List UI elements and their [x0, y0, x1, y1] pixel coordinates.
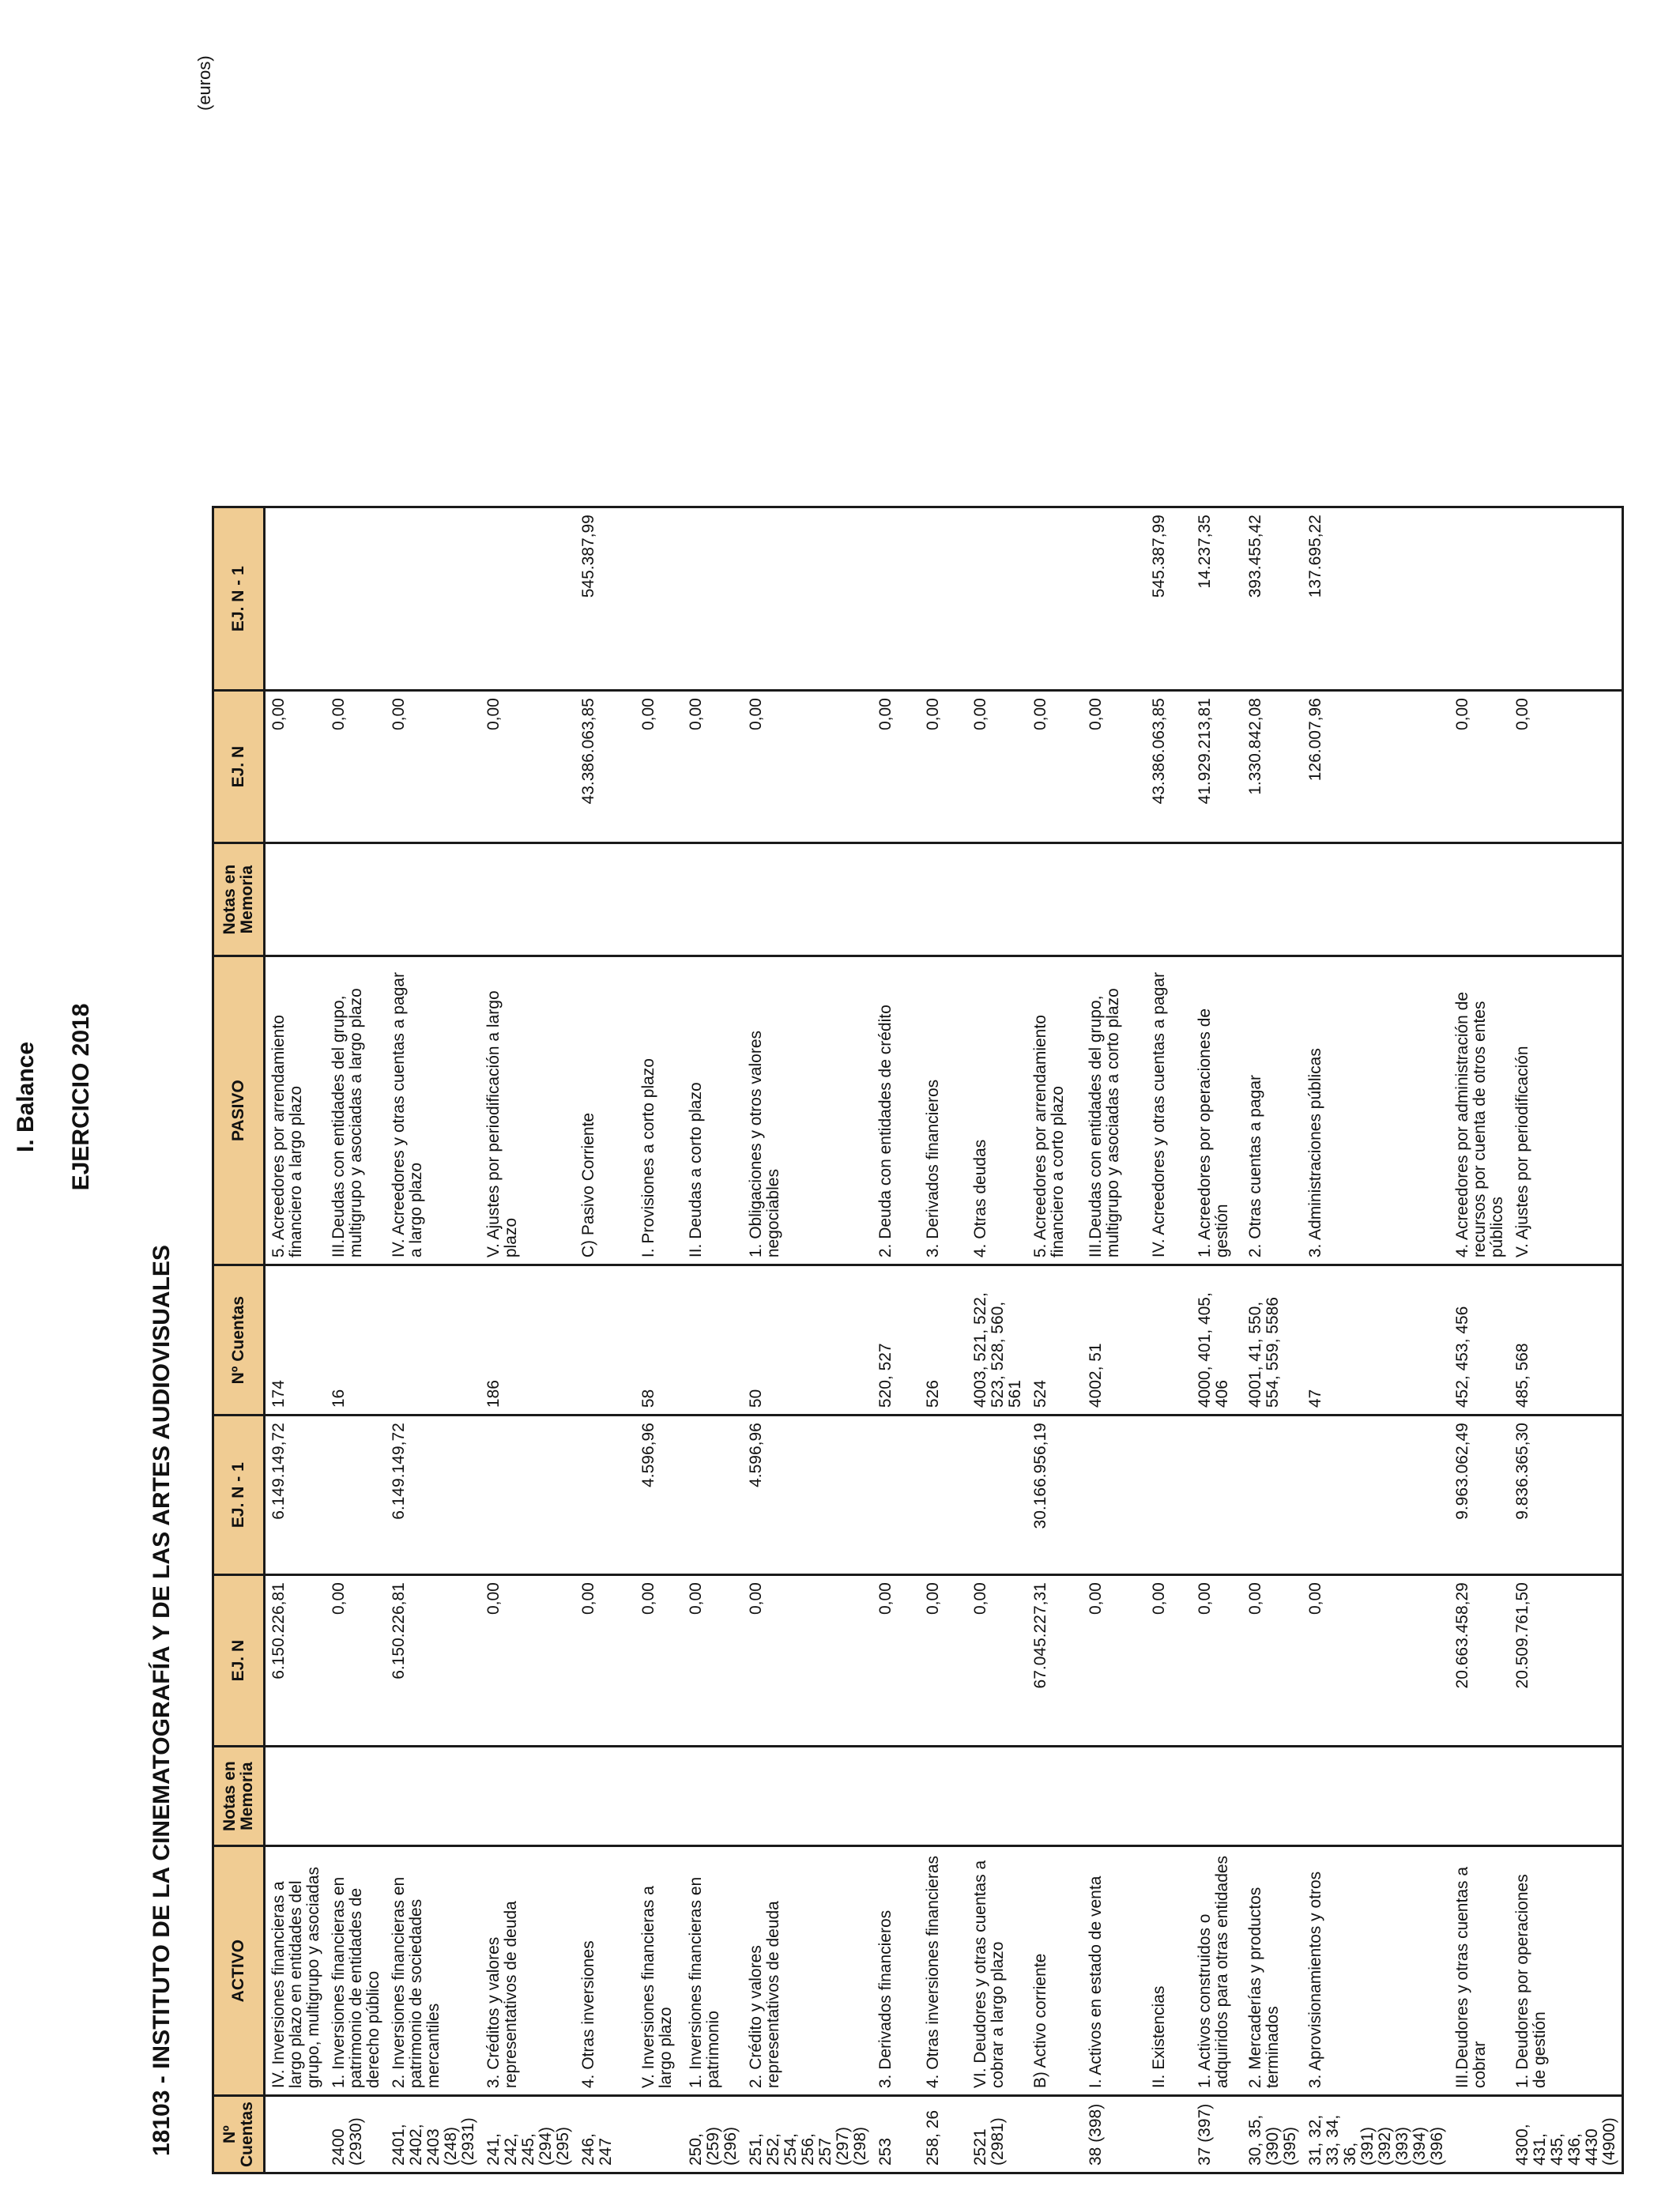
activo-notas-cell — [635, 1747, 683, 1846]
activo-notas-cell — [1242, 1747, 1302, 1846]
pasivo-ej-n-cell: 43.386.063,85 — [1146, 691, 1192, 843]
activo-label-cell: 2. Crédito y valores representativos de deuda — [743, 1846, 872, 2096]
activo-cuentas-cell: 2400 (2930) — [326, 2096, 386, 2173]
activo-notas-cell — [920, 1747, 967, 1846]
pasivo-cuentas-cell — [386, 1265, 480, 1416]
header-activo-notas: Notas en Memoria — [213, 1747, 265, 1846]
pasivo-label-cell: 3. Derivados financieros — [920, 956, 967, 1265]
activo-cuentas-cell: 2401, 2402, 2403 (248) (2931) — [386, 2096, 480, 2173]
pasivo-ej-n1-cell: 137.695,22 — [1302, 507, 1449, 691]
pasivo-ej-n-cell: 0,00 — [635, 691, 683, 843]
pasivo-ej-n1-cell — [1027, 507, 1083, 691]
activo-label-cell: 3. Derivados financieros — [872, 1846, 920, 2096]
activo-label-cell: VI. Deudores y otras cuentas a cobrar a largo plazo — [967, 1846, 1027, 2096]
pasivo-ej-n-cell: 43.386.063,85 — [575, 691, 635, 843]
header-activo-cuentas: Nº Cuentas — [213, 2096, 265, 2173]
pasivo-label-cell: III.Deudas con entidades del grupo, multigrupo y asociadas a largo plazo — [326, 956, 386, 1265]
pasivo-notas-cell — [1449, 843, 1509, 956]
activo-ej-n1-cell: 30.166.956,19 — [1027, 1416, 1083, 1575]
pasivo-ej-n1-cell: 393.455,42 — [1242, 507, 1302, 691]
activo-ej-n-cell: 0,00 — [920, 1575, 967, 1747]
pasivo-label-cell: IV. Acreedores y otras cuentas a pagar a largo plazo — [386, 956, 480, 1265]
pasivo-label-cell: 2. Deuda con entidades de crédito — [872, 956, 920, 1265]
pasivo-label-cell: 5. Acreedores por arrendamiento financiero a largo plazo — [265, 956, 326, 1265]
activo-ej-n-cell: 0,00 — [743, 1575, 872, 1747]
activo-ej-n1-cell: 6.149.149,72 — [386, 1416, 480, 1575]
pasivo-ej-n1-cell — [386, 507, 480, 691]
activo-notas-cell — [480, 1747, 575, 1846]
pasivo-notas-cell — [1027, 843, 1083, 956]
activo-ej-n-cell: 0,00 — [480, 1575, 575, 1747]
pasivo-cuentas-cell: 47 — [1302, 1265, 1449, 1416]
activo-ej-n-cell: 0,00 — [872, 1575, 920, 1747]
activo-notas-cell — [386, 1747, 480, 1846]
pasivo-notas-cell — [265, 843, 326, 956]
table-row — [920, 507, 967, 2173]
pasivo-cuentas-cell: 4001, 41, 550, 554, 559, 5586 — [1242, 1265, 1302, 1416]
activo-ej-n-cell: 6.150.226,81 — [386, 1575, 480, 1747]
pasivo-ej-n1-cell — [265, 507, 326, 691]
activo-notas-cell — [743, 1747, 872, 1846]
table-row — [1509, 507, 1623, 2173]
activo-cuentas-cell: 253 — [872, 2096, 920, 2173]
activo-label-cell: 4. Otras inversiones financieras — [920, 1846, 967, 2096]
pasivo-cuentas-cell: 526 — [920, 1265, 967, 1416]
activo-ej-n-cell: 20.509.761,50 — [1509, 1575, 1623, 1747]
pasivo-label-cell: 3. Administraciones públicas — [1302, 956, 1449, 1265]
activo-notas-cell — [1302, 1747, 1449, 1846]
pasivo-notas-cell — [1083, 843, 1146, 956]
activo-ej-n-cell: 0,00 — [1083, 1575, 1146, 1747]
currency-units: (euros) — [194, 55, 214, 111]
pasivo-ej-n-cell: 0,00 — [1027, 691, 1083, 843]
pasivo-notas-cell — [1302, 843, 1449, 956]
pasivo-label-cell: C) Pasivo Corriente — [575, 956, 635, 1265]
pasivo-label-cell: 4. Acreedores por administración de recursos por cuenta de otros entes públicos — [1449, 956, 1509, 1265]
activo-label-cell: 3. Créditos y valores representativos de deuda — [480, 1846, 575, 2096]
pasivo-cuentas-cell: 520, 527 — [872, 1265, 920, 1416]
pasivo-label-cell: 5. Acreedores por arrendamiento financiero a corto plazo — [1027, 956, 1083, 1265]
pasivo-label-cell: III.Deudas con entidades del grupo, multigrupo y asociadas a corto plazo — [1083, 956, 1146, 1265]
pasivo-ej-n-cell: 0,00 — [743, 691, 872, 843]
pasivo-ej-n-cell: 126.007,96 — [1302, 691, 1449, 843]
activo-ej-n-cell: 0,00 — [683, 1575, 743, 1747]
activo-cuentas-cell: 30, 35, (390) (395) — [1242, 2096, 1302, 2173]
activo-ej-n1-cell — [683, 1416, 743, 1575]
activo-notas-cell — [1146, 1747, 1192, 1846]
activo-ej-n1-cell — [1083, 1416, 1146, 1575]
pasivo-ej-n-cell: 0,00 — [386, 691, 480, 843]
pasivo-cuentas-cell: 485, 568 — [1509, 1265, 1623, 1416]
pasivo-notas-cell — [683, 843, 743, 956]
pasivo-ej-n-cell: 0,00 — [265, 691, 326, 843]
pasivo-ej-n1-cell — [480, 507, 575, 691]
pasivo-cuentas-cell: 4000, 401, 405, 406 — [1192, 1265, 1242, 1416]
pasivo-ej-n1-cell — [967, 507, 1027, 691]
pasivo-ej-n1-cell: 545.387,99 — [1146, 507, 1192, 691]
table-row — [386, 507, 480, 2173]
pasivo-notas-cell — [743, 843, 872, 956]
pasivo-ej-n1-cell — [1449, 507, 1509, 691]
activo-cuentas-cell — [1146, 2096, 1192, 2173]
entity-title: 18103 - INSTITUTO DE LA CINEMATOGRAFÍA Y DE LAS ARTES AUDIOVISUALES — [149, 1245, 175, 2156]
activo-ej-n1-cell: 9.836.365,30 — [1509, 1416, 1623, 1575]
activo-cuentas-cell — [265, 2096, 326, 2173]
pasivo-label-cell: 2. Otras cuentas a pagar — [1242, 956, 1302, 1265]
pasivo-ej-n1-cell — [920, 507, 967, 691]
pasivo-ej-n-cell: 0,00 — [326, 691, 386, 843]
pasivo-cuentas-cell: 58 — [635, 1265, 683, 1416]
table-row — [1302, 507, 1449, 2173]
activo-ej-n-cell: 67.045.227,31 — [1027, 1575, 1083, 1747]
pasivo-label-cell: V. Ajustes por periodificación a largo plazo — [480, 956, 575, 1265]
pasivo-notas-cell — [967, 843, 1027, 956]
pasivo-notas-cell — [575, 843, 635, 956]
pasivo-ej-n-cell: 0,00 — [920, 691, 967, 843]
activo-label-cell: 1. Inversiones financieras en patrimonio de entidades de derecho público — [326, 1846, 386, 2096]
activo-ej-n-cell: 0,00 — [967, 1575, 1027, 1747]
activo-cuentas-cell — [635, 2096, 683, 2173]
activo-notas-cell — [1192, 1747, 1242, 1846]
activo-ej-n-cell: 6.150.226,81 — [265, 1575, 326, 1747]
activo-ej-n1-cell — [575, 1416, 635, 1575]
pasivo-ej-n-cell: 0,00 — [480, 691, 575, 843]
activo-ej-n-cell: 0,00 — [1146, 1575, 1192, 1747]
header-pasivo-ej-n: EJ. N — [213, 691, 265, 843]
pasivo-notas-cell — [872, 843, 920, 956]
pasivo-notas-cell — [1192, 843, 1242, 956]
section-title: I. Balance — [13, 1041, 39, 1153]
activo-cuentas-cell: 250, (259) (296) — [683, 2096, 743, 2173]
pasivo-ej-n1-cell — [683, 507, 743, 691]
activo-notas-cell — [265, 1747, 326, 1846]
pasivo-ej-n-cell: 0,00 — [1449, 691, 1509, 843]
table-row — [265, 507, 326, 2173]
activo-cuentas-cell: 246, 247 — [575, 2096, 635, 2173]
pasivo-notas-cell — [386, 843, 480, 956]
activo-label-cell: 1. Deudores por operaciones de gestión — [1509, 1846, 1623, 2096]
header-activo-ej-n: EJ. N — [213, 1575, 265, 1747]
pasivo-ej-n-cell: 0,00 — [683, 691, 743, 843]
pasivo-ej-n-cell: 0,00 — [967, 691, 1027, 843]
activo-label-cell: 1. Inversiones financieras en patrimonio — [683, 1846, 743, 2096]
pasivo-cuentas-cell: 186 — [480, 1265, 575, 1416]
activo-notas-cell — [1027, 1747, 1083, 1846]
pasivo-cuentas-cell: 4003, 521, 522, 523, 528, 560, 561 — [967, 1265, 1027, 1416]
activo-label-cell: B) Activo corriente — [1027, 1846, 1083, 2096]
pasivo-ej-n1-cell — [1509, 507, 1623, 691]
pasivo-label-cell: 1. Acreedores por operaciones de gestión — [1192, 956, 1242, 1265]
activo-ej-n1-cell: 9.963.062,49 — [1449, 1416, 1509, 1575]
activo-ej-n1-cell — [480, 1416, 575, 1575]
pasivo-cuentas-cell: 4002, 51 — [1083, 1265, 1146, 1416]
activo-cuentas-cell: 38 (398) — [1083, 2096, 1146, 2173]
pasivo-notas-cell — [1146, 843, 1192, 956]
header-activo: ACTIVO — [213, 1846, 265, 2096]
activo-ej-n1-cell — [1242, 1416, 1302, 1575]
pasivo-ej-n-cell: 0,00 — [872, 691, 920, 843]
table-row — [1192, 507, 1242, 2173]
pasivo-ej-n-cell: 1.330.842,08 — [1242, 691, 1302, 843]
activo-label-cell: 4. Otras inversiones — [575, 1846, 635, 2096]
activo-notas-cell — [1509, 1747, 1623, 1846]
pasivo-ej-n-cell: 0,00 — [1509, 691, 1623, 843]
pasivo-cuentas-cell: 50 — [743, 1265, 872, 1416]
pasivo-ej-n1-cell: 545.387,99 — [575, 507, 635, 691]
table-row — [326, 507, 386, 2173]
table-header-row — [213, 507, 265, 2173]
header-pasivo: PASIVO — [213, 956, 265, 1265]
table-row — [575, 507, 635, 2173]
activo-cuentas-cell: 241, 242, 245, (294) (295) — [480, 2096, 575, 2173]
pasivo-notas-cell — [1242, 843, 1302, 956]
header-pasivo-notas: Notas en Memoria — [213, 843, 265, 956]
activo-notas-cell — [683, 1747, 743, 1846]
pasivo-ej-n-cell: 0,00 — [1083, 691, 1146, 843]
pasivo-ej-n1-cell — [326, 507, 386, 691]
pasivo-ej-n-cell: 41.929.213,81 — [1192, 691, 1242, 843]
activo-label-cell: I. Activos en estado de venta — [1083, 1846, 1146, 2096]
activo-ej-n1-cell — [1192, 1416, 1242, 1575]
pasivo-label-cell: I. Provisiones a corto plazo — [635, 956, 683, 1265]
pasivo-label-cell: 1. Obligaciones y otros valores negociables — [743, 956, 872, 1265]
activo-cuentas-cell: 251, 252, 254, 256, 257 (297) (298) — [743, 2096, 872, 2173]
table-row — [743, 507, 872, 2173]
table-row — [1083, 507, 1146, 2173]
activo-ej-n-cell: 0,00 — [575, 1575, 635, 1747]
table-row — [1449, 507, 1509, 2173]
pasivo-label-cell: IV. Acreedores y otras cuentas a pagar — [1146, 956, 1192, 1265]
activo-ej-n1-cell: 4.596,96 — [743, 1416, 872, 1575]
activo-label-cell: V. Inversiones financieras a largo plazo — [635, 1846, 683, 2096]
header-pasivo-cuentas: Nº Cuentas — [213, 1265, 265, 1416]
table-row — [1146, 507, 1192, 2173]
pasivo-cuentas-cell: 452, 453, 456 — [1449, 1265, 1509, 1416]
table-body — [265, 507, 1623, 2173]
activo-notas-cell — [1083, 1747, 1146, 1846]
activo-label-cell: 3. Aprovisionamientos y otros — [1302, 1846, 1449, 2096]
activo-ej-n1-cell — [872, 1416, 920, 1575]
activo-notas-cell — [872, 1747, 920, 1846]
activo-ej-n-cell: 20.663.458,29 — [1449, 1575, 1509, 1747]
activo-ej-n-cell: 0,00 — [1192, 1575, 1242, 1747]
table-row — [872, 507, 920, 2173]
activo-ej-n-cell: 0,00 — [326, 1575, 386, 1747]
pasivo-ej-n1-cell: 14.237,35 — [1192, 507, 1242, 691]
pasivo-notas-cell — [635, 843, 683, 956]
activo-cuentas-cell: 2521 (2981) — [967, 2096, 1027, 2173]
pasivo-ej-n1-cell — [1083, 507, 1146, 691]
table-row — [967, 507, 1027, 2173]
pasivo-ej-n1-cell — [635, 507, 683, 691]
activo-ej-n1-cell: 6.149.149,72 — [265, 1416, 326, 1575]
table-row — [1027, 507, 1083, 2173]
activo-ej-n-cell: 0,00 — [635, 1575, 683, 1747]
header-activo-ej-n1: EJ. N - 1 — [213, 1416, 265, 1575]
pasivo-cuentas-cell: 16 — [326, 1265, 386, 1416]
table-row — [683, 507, 743, 2173]
activo-notas-cell — [575, 1747, 635, 1846]
activo-ej-n-cell: 0,00 — [1242, 1575, 1302, 1747]
table-row — [635, 507, 683, 2173]
activo-label-cell: 2. Inversiones financieras en patrimonio de sociedades mercantiles — [386, 1846, 480, 2096]
activo-ej-n-cell: 0,00 — [1302, 1575, 1449, 1747]
pasivo-notas-cell — [480, 843, 575, 956]
activo-notas-cell — [967, 1747, 1027, 1846]
activo-cuentas-cell: 4300, 431, 435, 436, 4430 (4900) — [1509, 2096, 1623, 2173]
pasivo-notas-cell — [1509, 843, 1623, 956]
activo-cuentas-cell: 31, 32, 33, 34, 36, (391) (392) (393) (394) (396) — [1302, 2096, 1449, 2173]
activo-cuentas-cell: 37 (397) — [1192, 2096, 1242, 2173]
pasivo-notas-cell — [326, 843, 386, 956]
pasivo-label-cell: 4. Otras deudas — [967, 956, 1027, 1265]
pasivo-label-cell: V. Ajustes por periodificación — [1509, 956, 1623, 1265]
pasivo-cuentas-cell — [1146, 1265, 1192, 1416]
activo-ej-n1-cell — [1302, 1416, 1449, 1575]
pasivo-cuentas-cell: 524 — [1027, 1265, 1083, 1416]
activo-cuentas-cell: 258, 26 — [920, 2096, 967, 2173]
activo-label-cell: II. Existencias — [1146, 1846, 1192, 2096]
pasivo-cuentas-cell — [575, 1265, 635, 1416]
pasivo-cuentas-cell: 174 — [265, 1265, 326, 1416]
activo-label-cell: III.Deudores y otras cuentas a cobrar — [1449, 1846, 1509, 2096]
balance-table — [212, 506, 1624, 2174]
activo-cuentas-cell — [1449, 2096, 1509, 2173]
activo-cuentas-cell — [1027, 2096, 1083, 2173]
activo-ej-n1-cell — [326, 1416, 386, 1575]
header-pasivo-ej-n1: EJ. N - 1 — [213, 507, 265, 691]
activo-ej-n1-cell: 4.596,96 — [635, 1416, 683, 1575]
activo-ej-n1-cell — [967, 1416, 1027, 1575]
activo-ej-n1-cell — [1146, 1416, 1192, 1575]
table-row — [480, 507, 575, 2173]
activo-label-cell: 2. Mercaderías y productos terminados — [1242, 1846, 1302, 2096]
pasivo-ej-n1-cell — [872, 507, 920, 691]
pasivo-ej-n1-cell — [743, 507, 872, 691]
pasivo-notas-cell — [920, 843, 967, 956]
pasivo-label-cell: II. Deudas a corto plazo — [683, 956, 743, 1265]
activo-notas-cell — [1449, 1747, 1509, 1846]
activo-notas-cell — [326, 1747, 386, 1846]
exercise-title: EJERCICIO 2018 — [68, 1003, 94, 1191]
pasivo-cuentas-cell — [683, 1265, 743, 1416]
activo-label-cell: IV. Inversiones financieras a largo plazo en entidades del grupo, multigrupo y asociadas — [265, 1846, 326, 2096]
activo-label-cell: 1. Activos construidos o adquiridos para otras entidades — [1192, 1846, 1242, 2096]
activo-ej-n1-cell — [920, 1416, 967, 1575]
table-row — [1242, 507, 1302, 2173]
